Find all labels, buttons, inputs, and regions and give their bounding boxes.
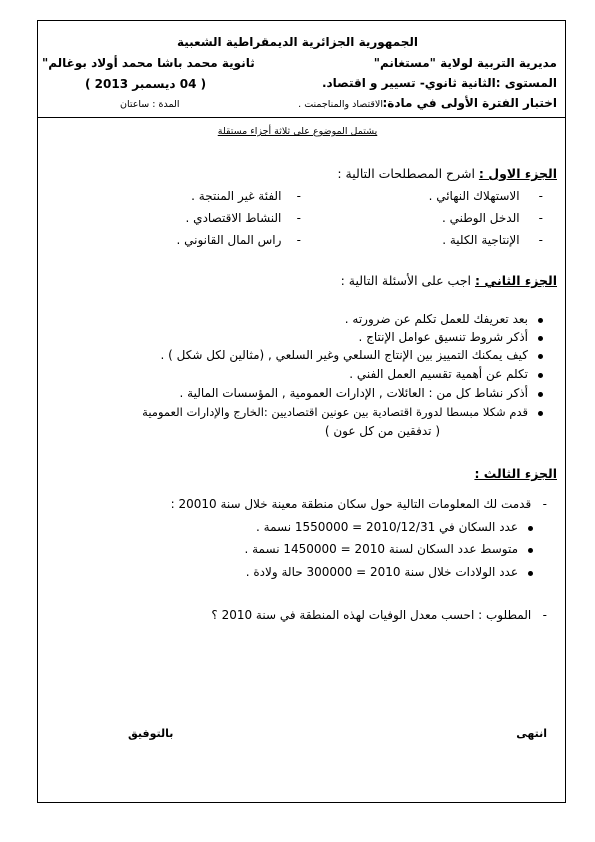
given-text: قدمت لك المعلومات التالية حول سكان منطقة معينة خلال سنة 20010 : [170, 497, 532, 511]
part1-term-right-1: - الاستهلاك النهائي . [428, 189, 543, 203]
part2-title: الجزء الثاني : [475, 273, 557, 288]
term-text: النشاط الاقتصادي . [185, 211, 282, 225]
term-text: الاستهلاك النهائي . [428, 189, 520, 203]
part3-data-item [246, 565, 533, 579]
header-divider [37, 117, 566, 118]
required-text: المطلوب : احسب معدل الوفيات لهذه المنطقة في سنة 2010 ؟ [211, 608, 532, 622]
part2-question [358, 330, 543, 344]
part1-term-left-1: - الفئة غير المنتجة . [191, 189, 301, 203]
question-text: بعد تعريفك للعمل تكلم عن ضرورته . [344, 312, 528, 326]
data-text: متوسط عدد السكان لسنة 2010 = 1450000 نسمة . [244, 542, 518, 556]
data-text: عدد السكان في 2010/12/31 = 1550000 نسمة . [256, 520, 518, 534]
term-text: الإنتاجية الكلية . [442, 233, 520, 247]
exam-date: ( 04 ديسمبر 2013 ) [85, 77, 207, 91]
part2-question [142, 405, 543, 419]
data-text: عدد الولادات خلال سنة 2010 = 300000 حالة ولادة . [245, 565, 518, 579]
question-text: أذكر نشاط كل من : العائلات , الإدارات العمومية , المؤسسات المالية . [179, 386, 528, 400]
part2-heading [341, 273, 557, 288]
republic-title: الجمهورية الجزائرية الديمقراطية الشعبية [176, 35, 419, 49]
question-text: كيف يمكنك التمييز بين الإنتاج السلعي وغير السلعي , (مثالين لكل شكل ) . [160, 348, 528, 362]
part2-question [180, 386, 543, 400]
question-text: أذكر شروط تنسيق عوامل الإنتاج . [358, 330, 528, 344]
end-label: انتهى [516, 727, 547, 740]
bullet-icon [538, 392, 543, 397]
bullet-icon [538, 336, 543, 341]
intro-note: يشتمل الموضوع على ثلاثة أجزاء مستقلة [217, 126, 378, 137]
part3-data-item [256, 520, 533, 534]
part2-question [349, 367, 543, 381]
part3-given: - قدمت لك المعلومات التالية حول سكان منطقة معينة خلال سنة 20010 : [170, 497, 547, 511]
level: المستوى :الثانية ثانوي- تسيير و اقتصاد. [321, 76, 557, 90]
term-text: الفئة غير المنتجة . [191, 189, 282, 203]
part3-required: - المطلوب : احسب معدل الوفيات لهذه المنطقة في سنة 2010 ؟ [211, 608, 547, 622]
exam-duration: المدة : ساعتان [120, 99, 180, 110]
bullet-icon [538, 373, 543, 378]
bullet-icon [528, 548, 533, 553]
bullet-icon [538, 411, 543, 416]
exam-subject: الاقتصاد والمناجمنت . [298, 99, 383, 110]
question-text: تكلم عن أهمية تقسيم العمل الفني . [349, 367, 528, 381]
part1-title: الجزء الاول : [478, 166, 557, 181]
directorate: مديرية التربية لولاية "مستغانم" [373, 56, 557, 70]
question-text: قدم شكلا مبسطا لدورة اقتصادية بين عونين اقتصاديين :الخارج والإدارات العمومية [142, 405, 528, 419]
term-text: الدخل الوطني . [441, 211, 520, 225]
part3-title: الجزء الثالث : [474, 466, 557, 481]
part1-heading [337, 166, 557, 181]
part1-term-right-2: - الدخل الوطني . [441, 211, 543, 225]
bullet-icon [528, 571, 533, 576]
good-luck-label: بالتوفيق [128, 727, 174, 740]
question6-continuation: ( تدفقين من كل عون ) [324, 424, 440, 438]
part2-question [345, 312, 543, 326]
bullet-icon [538, 318, 543, 323]
term-text: راس المال القانوني . [176, 233, 282, 247]
part1-term-left-3: - راس المال القانوني . [176, 233, 301, 247]
school-name: ثانوية محمد باشا محمد أولاد بوغالم" [42, 56, 255, 70]
part2-question [160, 348, 543, 362]
part1-instruction: اشرح المصطلحات التالية : [337, 166, 475, 181]
part1-term-right-3: - الإنتاجية الكلية . [442, 233, 543, 247]
bullet-icon [528, 526, 533, 531]
bullet-icon [538, 354, 543, 359]
exam-title: اختبار الفترة الأولى في مادة: [382, 96, 557, 110]
part2-instruction: اجب على الأسئلة التالية : [340, 273, 472, 288]
part3-data-item [244, 542, 533, 556]
part1-term-left-2: - النشاط الاقتصادي . [185, 211, 301, 225]
